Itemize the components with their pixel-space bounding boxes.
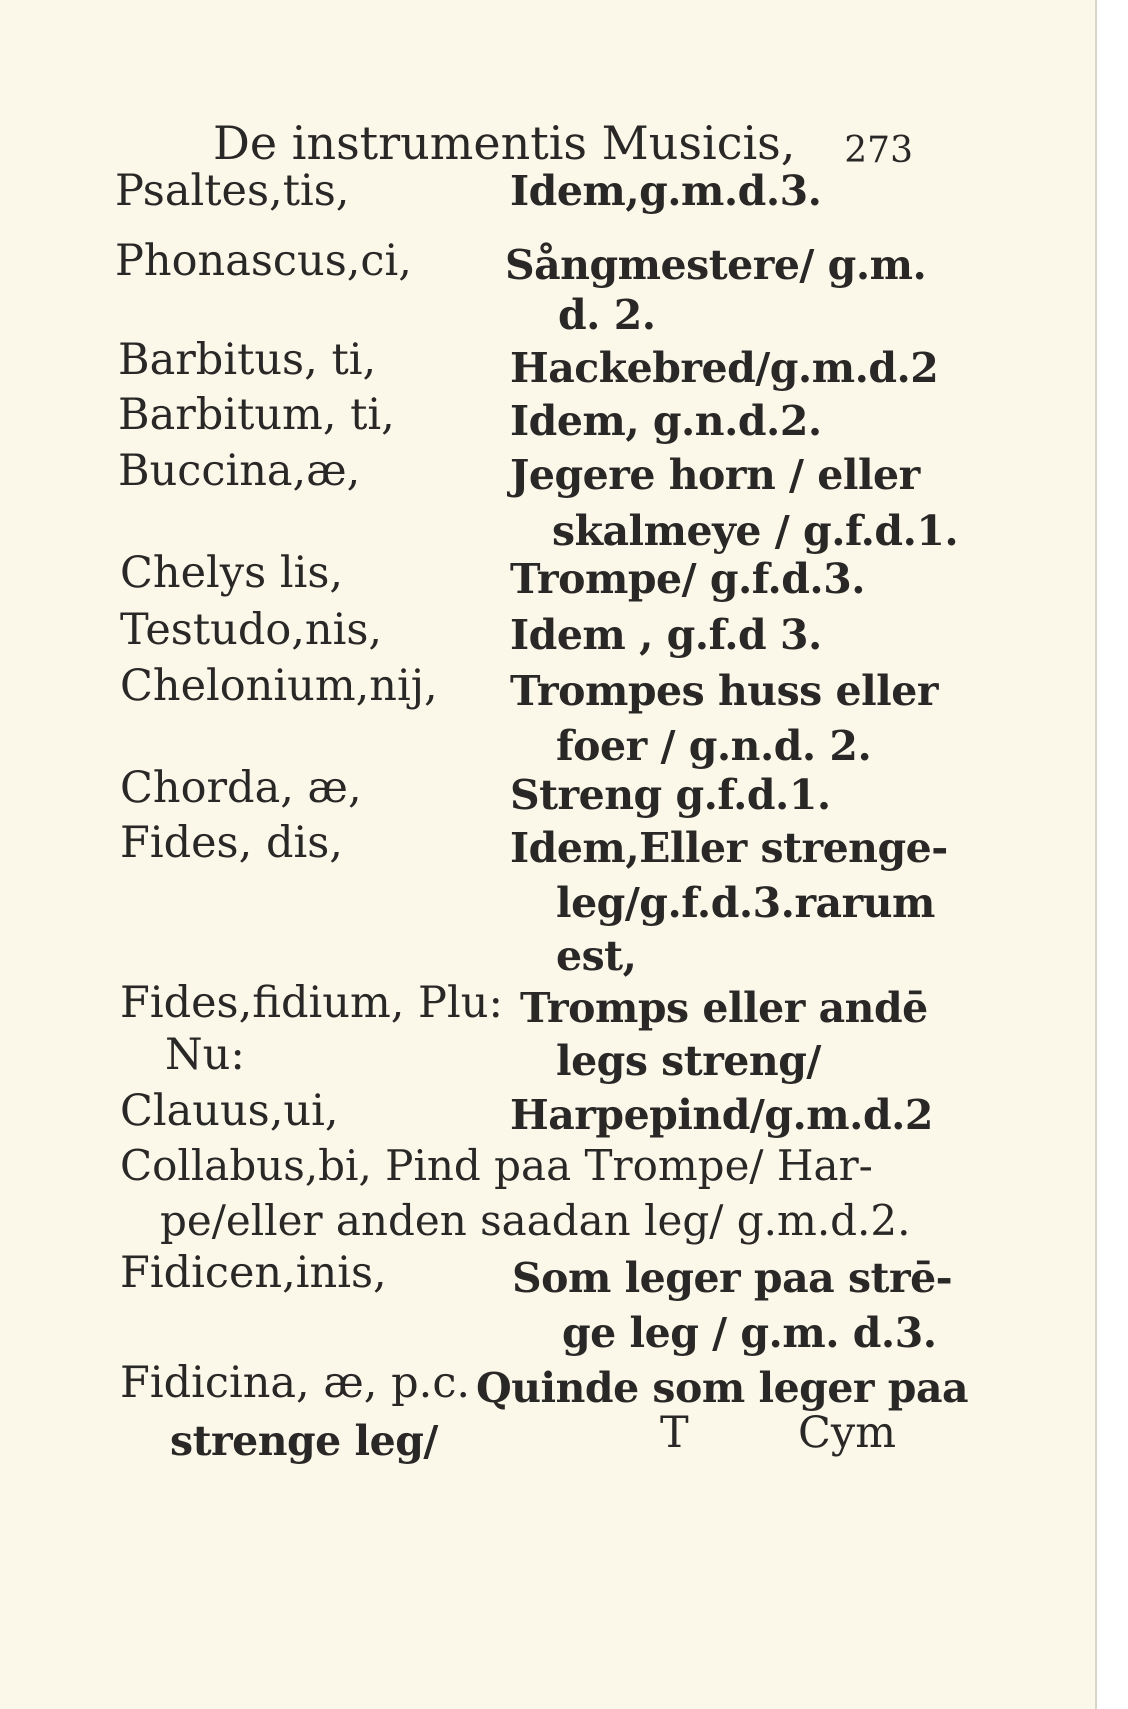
latin-term: Fidicen,inis,: [120, 1248, 387, 1298]
danish-gloss: Idem, g.n.d.2.: [510, 397, 822, 445]
danish-gloss: Trompes huss eller: [510, 667, 938, 715]
latin-term: pe/eller anden saadan leg/ g.m.d.2.: [160, 1196, 911, 1245]
danish-gloss: leg/g.f.d.3.rarum: [556, 879, 935, 927]
latin-term: Testudo,nis,: [120, 605, 383, 655]
latin-term: Chelys lis,: [120, 548, 344, 598]
danish-gloss: est,: [556, 932, 637, 980]
latin-term: Fides, dis,: [120, 818, 343, 868]
danish-gloss: Hackebred/g.m.d.2: [510, 344, 939, 392]
danish-gloss: Trompe/ g.f.d.3.: [510, 555, 865, 603]
latin-term: Barbitus, ti,: [118, 335, 377, 385]
danish-gloss: Harpepind/g.m.d.2: [510, 1091, 933, 1139]
danish-gloss: ge leg / g.m. d.3.: [562, 1309, 937, 1357]
danish-gloss: Som leger paa strē-: [512, 1254, 953, 1302]
latin-term: strenge leg/: [170, 1417, 438, 1465]
danish-gloss: foer / g.n.d. 2.: [556, 722, 872, 770]
danish-gloss: Sångmestere/ g.m.: [505, 241, 927, 289]
latin-term: Nu:: [165, 1030, 245, 1080]
danish-gloss: legs streng/: [556, 1037, 821, 1085]
latin-term: Chorda, æ,: [120, 763, 362, 813]
latin-term: Barbitum, ti,: [118, 390, 395, 440]
latin-term: Fides,fidium, Plu:: [120, 978, 503, 1028]
danish-gloss: Quinde som leger paa: [476, 1364, 969, 1412]
danish-gloss: Jegere horn / eller: [510, 451, 920, 499]
latin-term: Clauus,ui,: [120, 1086, 339, 1136]
danish-gloss: Streng g.f.d.1.: [510, 771, 831, 819]
latin-term: Psaltes,tis,: [115, 166, 350, 216]
latin-term: Chelonium,nij,: [120, 661, 438, 711]
danish-gloss: Tromps eller andē: [520, 984, 928, 1032]
latin-term: Buccina,æ,: [118, 446, 361, 496]
danish-gloss: Idem , g.f.d 3.: [510, 611, 822, 659]
latin-term: Phonascus,ci,: [115, 236, 412, 286]
danish-gloss: skalmeye / g.f.d.1.: [552, 507, 959, 555]
page-number: 273: [844, 130, 913, 171]
latin-term: Collabus,bi, Pind paa Trompe/ Har-: [120, 1141, 873, 1190]
danish-gloss: Idem,g.m.d.3.: [510, 167, 822, 215]
danish-gloss: Idem,Eller strenge-: [510, 824, 948, 872]
page-title: De instrumentis Musicis,: [213, 116, 796, 170]
latin-term: Fidicina, æ, p.c.: [120, 1358, 471, 1408]
danish-gloss: d. 2.: [558, 291, 656, 339]
catchword: T Cym: [660, 1408, 896, 1458]
